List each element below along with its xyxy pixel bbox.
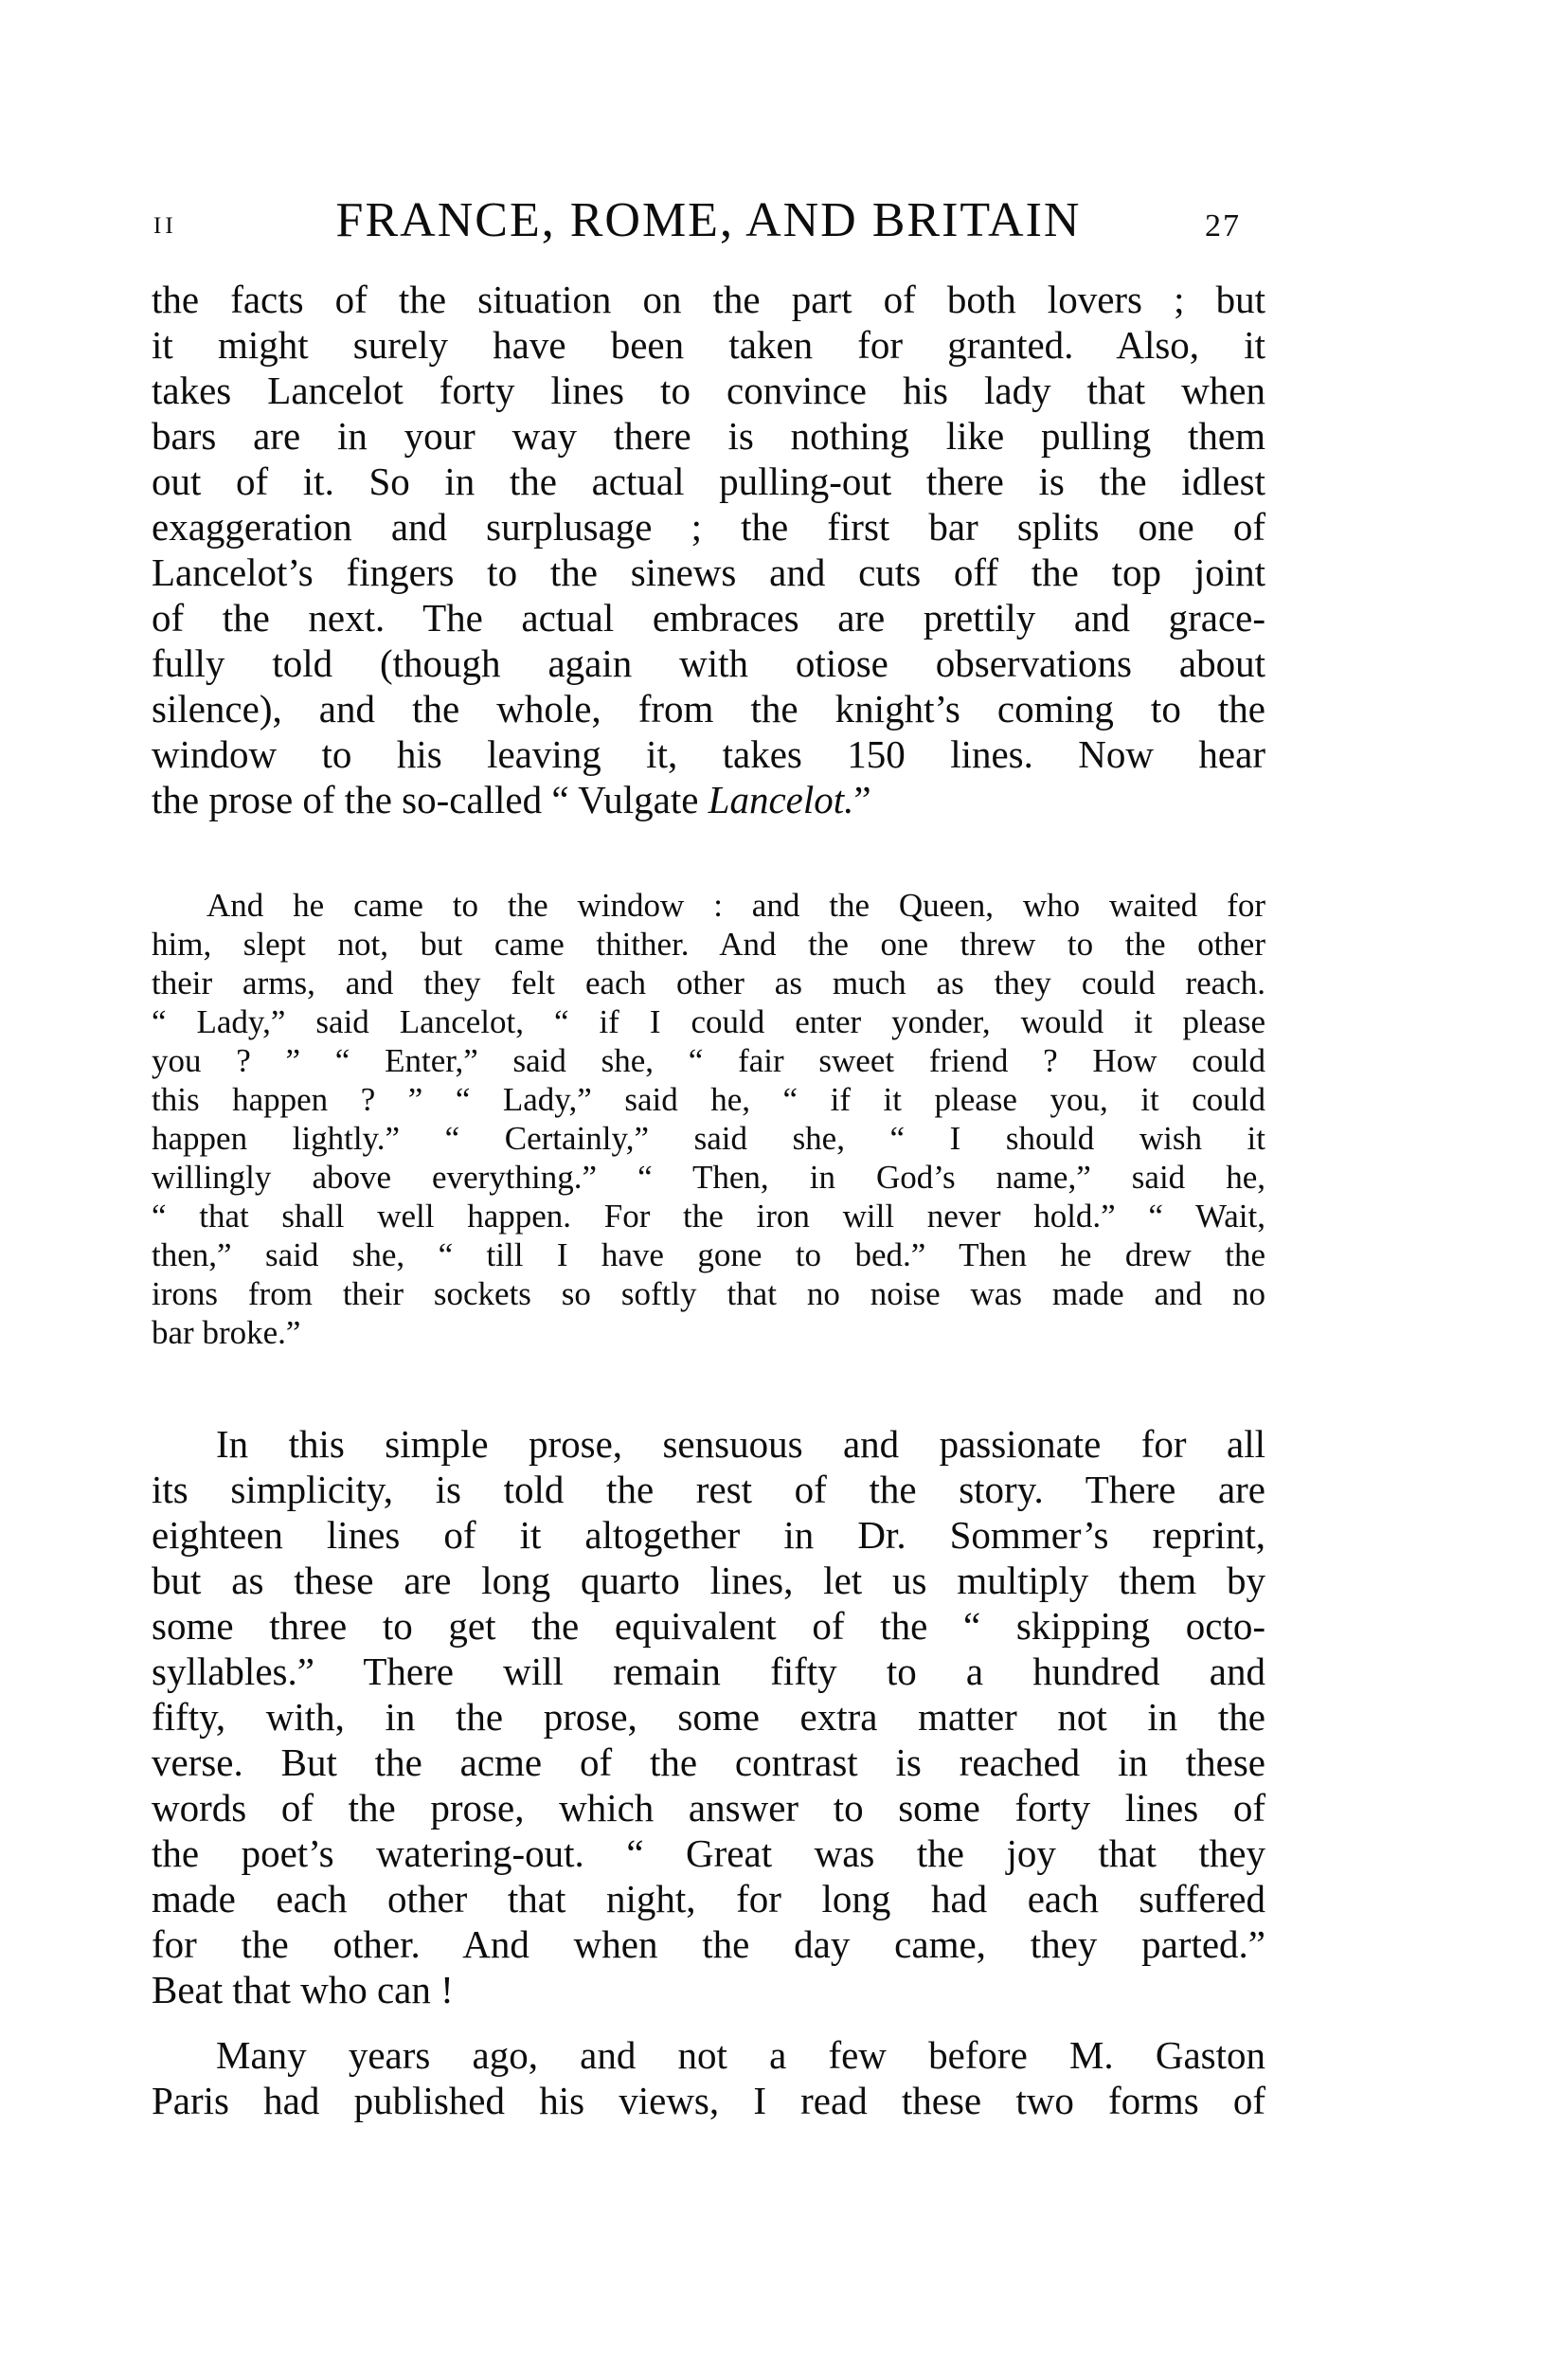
text-line: Lancelot’s fingers to the sinews and cuts off the top joint	[152, 550, 1265, 594]
italic-book-title: Lancelot.	[708, 778, 854, 821]
paragraph-3	[152, 2032, 1265, 2123]
text-line: takes Lancelot forty lines to convince his lady that when	[152, 369, 1265, 412]
text-line: Paris had published his views, I read these two forms of	[152, 2079, 1265, 2122]
text-line: then,” said she, “ till I have gone to bed.” Then he drew the	[152, 1236, 1265, 1273]
text-line: some three to get the equivalent of the “ skipping octo-	[152, 1604, 1265, 1648]
text-line: happen lightly.” “ Certainly,” said she, “ I should wish it	[152, 1120, 1265, 1157]
text-line: willingly above everything.” “ Then, in God’s name,” said he,	[152, 1159, 1265, 1196]
text-line: of the next. The actual embraces are prettily and grace-	[152, 596, 1265, 640]
text-line: you ? ” “ Enter,” said she, “ fair sweet friend ? How could	[152, 1042, 1265, 1079]
text-line: In this simple prose, sensuous and passionate for all	[216, 1422, 1265, 1466]
text-line	[152, 777, 1265, 822]
text-line: window to his leaving it, takes 150 lines. Now hear	[152, 732, 1265, 776]
paragraph-2	[152, 1421, 1265, 2012]
text-line: the facts of the situation on the part of both lovers ; but	[152, 278, 1265, 321]
text-line: “ Lady,” said Lancelot, “ if I could enter yonder, would it please	[152, 1003, 1265, 1040]
chapter-numeral: II	[153, 213, 177, 239]
text-line: words of the prose, which answer to some forty lines of	[152, 1786, 1265, 1830]
text-line: for the other. And when the day came, they parted.”	[152, 1922, 1265, 1966]
text-line: but as these are long quarto lines, let us multiply them by	[152, 1559, 1265, 1602]
text-line: this happen ? ” “ Lady,” said he, “ if it please you, it could	[152, 1081, 1265, 1118]
text-line: the poet’s watering-out. “ Great was the joy that they	[152, 1831, 1265, 1875]
text-line: fifty, with, in the prose, some extra matter not in the	[152, 1695, 1265, 1739]
text-line: it might surely have been taken for granted. Also, it	[152, 323, 1265, 367]
text-line: bars are in your way there is nothing like pulling them	[152, 414, 1265, 458]
paragraph-1	[152, 277, 1265, 822]
text-line: irons from their sockets so softly that no noise was made and no	[152, 1275, 1265, 1312]
text-line: And he came to the window : and the Queen, who waited for	[206, 887, 1265, 924]
text-line: out of it. So in the actual pulling-out there is the idlest	[152, 460, 1265, 503]
text-line: Beat that who can !	[152, 1968, 454, 2011]
text-line: him, slept not, but came thither. And the one threw to the other	[152, 926, 1265, 963]
text-line: verse. But the acme of the contrast is reached in these	[152, 1740, 1265, 1784]
text-line: their arms, and they felt each other as much as they could reach.	[152, 965, 1265, 1001]
text-line: exaggeration and surplusage ; the first bar splits one of	[152, 505, 1265, 549]
page-number: 27	[1205, 208, 1241, 243]
text-line: its simplicity, is told the rest of the story. There are	[152, 1468, 1265, 1511]
block-quote	[152, 886, 1265, 1352]
text-line: fully told (though again with otiose observations about	[152, 641, 1265, 685]
text-line: syllables.” There will remain fifty to a hundred and	[152, 1650, 1265, 1693]
text-segment: ”	[853, 778, 871, 821]
text-line: Many years ago, and not a few before M. Gaston	[216, 2033, 1265, 2077]
text-line: eighteen lines of it altogether in Dr. Sommer’s reprint,	[152, 1513, 1265, 1557]
running-header-title: FRANCE, ROME, AND BRITAIN	[335, 193, 1082, 247]
text-line: made each other that night, for long had each suffered	[152, 1877, 1265, 1920]
text-segment: the prose of the so-called “ Vulgate	[152, 778, 709, 821]
text-line: silence), and the whole, from the knight’s coming to the	[152, 687, 1265, 730]
text-line: bar broke.”	[152, 1314, 301, 1351]
text-line: “ that shall well happen. For the iron will never hold.” “ Wait,	[152, 1198, 1265, 1235]
